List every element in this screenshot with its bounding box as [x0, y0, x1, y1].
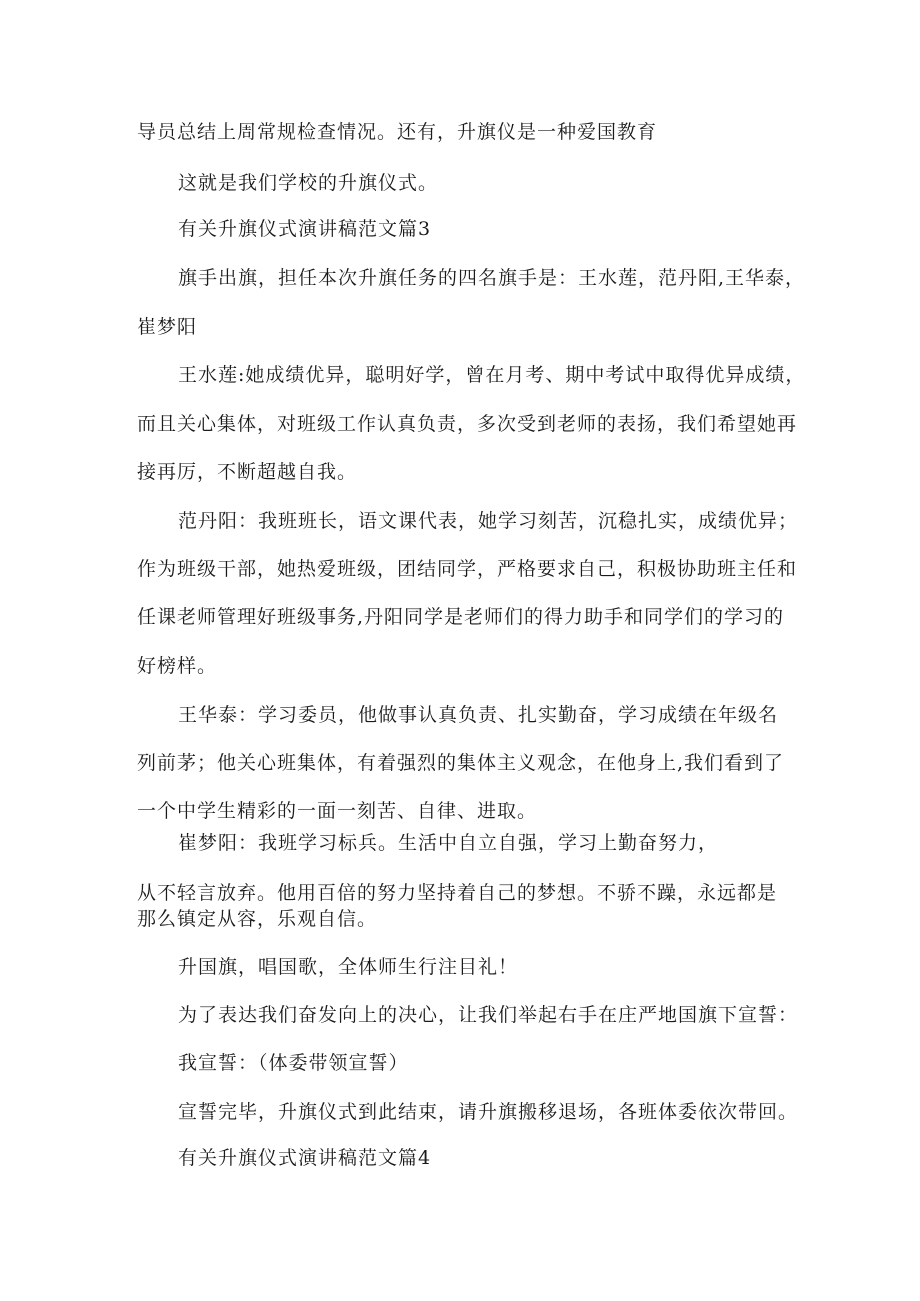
text-line: 好榜样。 — [137, 655, 218, 677]
text-line: 列前茅；他关心班集体，有着强烈的集体主义观念，在他身上,我们看到了 — [137, 752, 785, 774]
text-line: 从不轻言放弃。他用百倍的努力坚持着自己的梦想。不骄不躁，永远都是 — [137, 882, 778, 904]
text-line: 任课老师管理好班级事务,丹阳同学是老师们的得力助手和同学们的学习的 — [137, 606, 785, 628]
text-line: 作为班级干部，她热爱班级，团结同学，严格要求自己，积极协助班主任和 — [137, 558, 798, 580]
text-line: 旗手出旗，担任本次升旗任务的四名旗手是：王水莲，范丹阳,王华泰， — [178, 267, 806, 289]
text-line: 为了表达我们奋发向上的决心，让我们举起右手在庄严地国旗下宣誓： — [178, 1004, 799, 1026]
text-line: 而且关心集体，对班级工作认真负责，多次受到老师的表扬，我们希望她再 — [137, 413, 798, 435]
text-line: 崔梦阳 — [137, 316, 198, 338]
text-line: 升国旗，唱国歌，全体师生行注目礼！ — [178, 956, 519, 978]
text-line: 王水莲:她成绩优异，聪明好学，曾在月考、期中考试中取得优异成绩， — [178, 364, 806, 386]
text-line: 宣誓完毕，升旗仪式到此结束，请升旗搬移退场，各班体委依次带回。 — [178, 1101, 799, 1123]
text-line: 一个中学生精彩的一面一刻苦、自律、进取。 — [137, 800, 538, 822]
text-line: 导员总结上周常规检查情况。还有，升旗仪是一种爱国教育 — [137, 121, 658, 143]
text-line: 我宣誓：（体委带领宣誓） — [178, 1052, 409, 1074]
text-line: 崔梦阳：我班学习标兵。生活中自立自强，学习上勤奋努力， — [178, 832, 719, 854]
text-line: 范丹阳：我班班长，语文课代表，她学习刻苦，沉稳扎实，成绩优异； — [178, 510, 799, 532]
text-line: 这就是我们学校的升旗仪式。 — [178, 172, 439, 194]
section-heading: 有关升旗仪式演讲稿范文篇3 — [178, 218, 432, 240]
text-line: 接再厉，不断超越自我。 — [137, 461, 358, 483]
section-heading: 有关升旗仪式演讲稿范文篇4 — [178, 1147, 432, 1169]
text-line: 王华泰：学习委员，他做事认真负责、扎实勤奋，学习成绩在年级名 — [178, 704, 779, 726]
text-line: 那么镇定从容，乐观自信。 — [137, 908, 378, 930]
